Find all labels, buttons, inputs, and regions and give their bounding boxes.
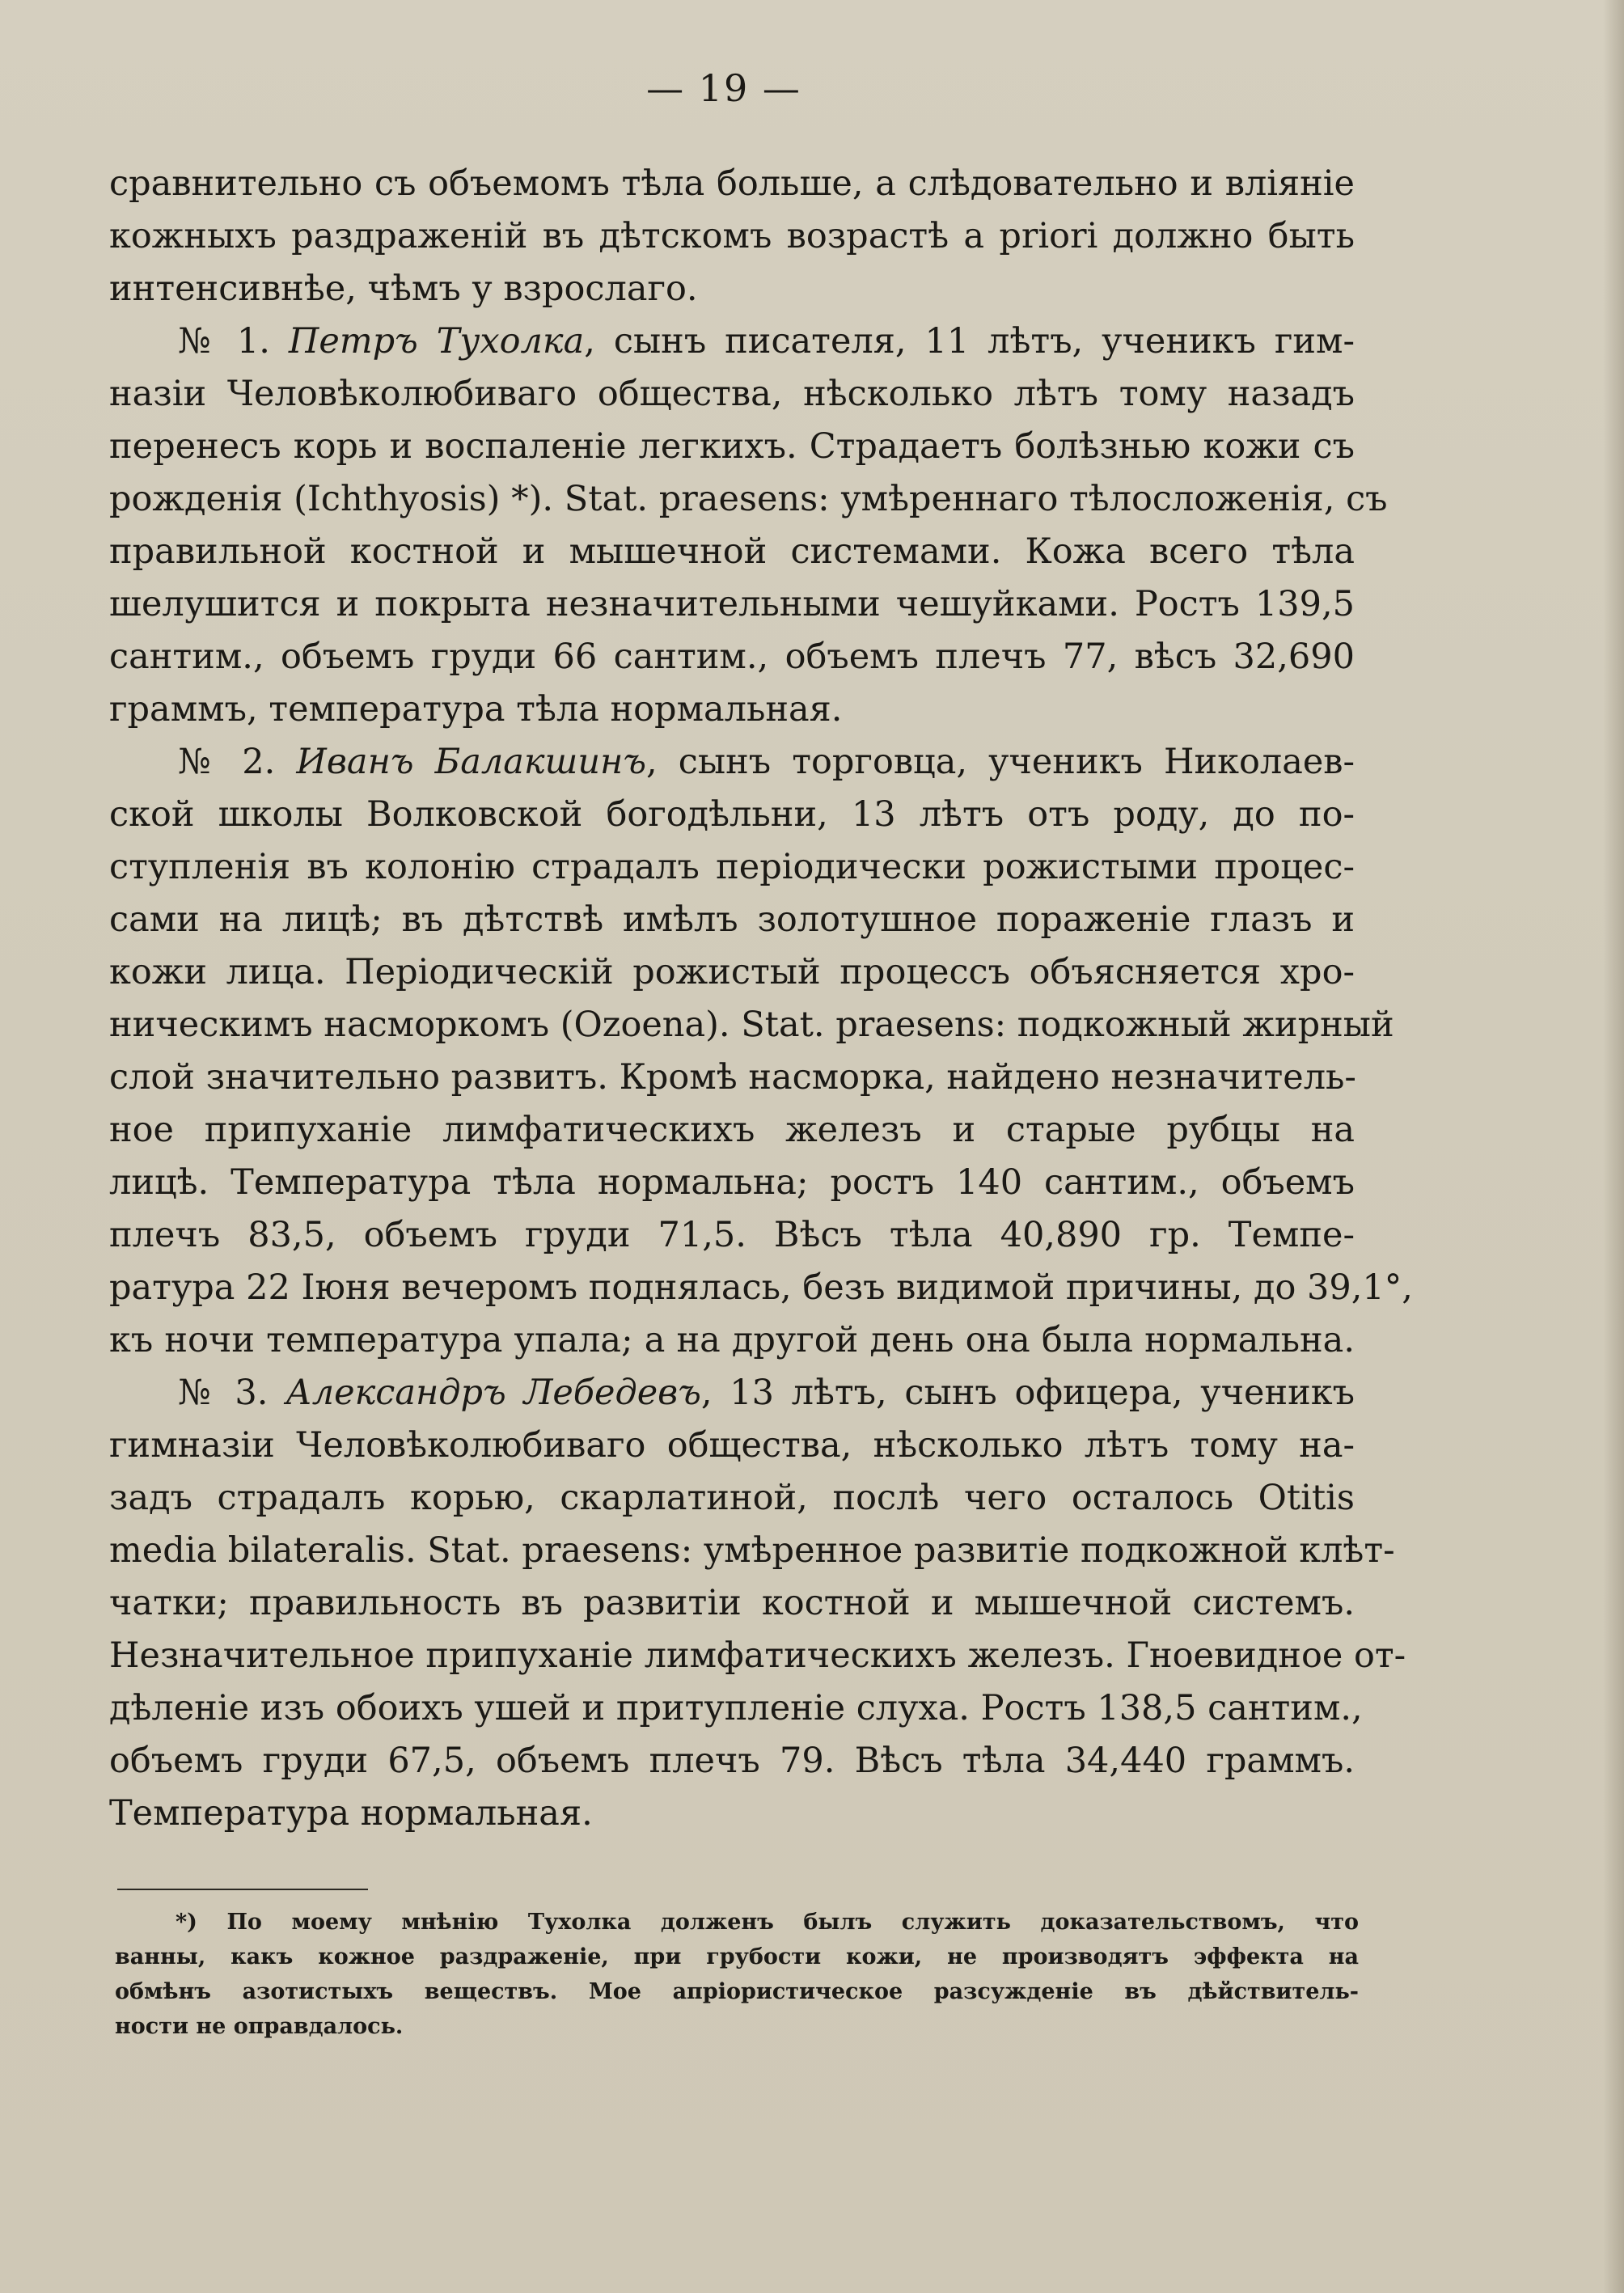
text-line: media bilateralis. Stat. praesens: умѣренное развитіе подкожной клѣт- (109, 1530, 1395, 1571)
text-line: ратура 22 Іюня вечеромъ поднялась, безъ видимой причины, до 39,1°, (109, 1267, 1413, 1308)
case-number: № 3. (178, 1373, 269, 1413)
text-line: интенсивнѣе, чѣмъ у взрослаго. (109, 269, 698, 309)
case-3-heading-line (109, 1367, 1355, 1419)
text-line: слой значительно развитъ. Кромѣ насморка, найдено незначитель- (109, 1057, 1356, 1098)
text-line: кожныхъ раздраженій въ дѣтскомъ возрастѣ a priori должно быть (109, 216, 1355, 256)
text-fragment: , 13 лѣтъ, сынъ офицера, ученикъ (700, 1373, 1355, 1413)
text-line: Незначительное припуханіе лимфатическихъ железъ. Гноевидное от- (109, 1635, 1406, 1676)
text-line: ническимъ насморкомъ (Ozoena). Stat. praesens: подкожный жирный (109, 1005, 1394, 1045)
patient-name: Иванъ Балакшинъ (296, 742, 647, 782)
text-fragment: , сынъ писателя, 11 лѣтъ, ученикъ гим- (584, 321, 1355, 362)
page-number: — 19 — (646, 66, 801, 110)
text-line: Температура нормальная. (109, 1793, 593, 1834)
text-line: рожденія (Ichthyosis) *). Stat. praesens: умѣреннаго тѣлосложенія, съ (109, 479, 1388, 519)
text-line: чатки; правильность въ развитіи костной и мышечной системъ. (109, 1583, 1355, 1623)
text-line: лицѣ. Температура тѣла нормальна; ростъ 140 сантим., объемъ (109, 1162, 1355, 1203)
text-line: задъ страдалъ корью, скарлатиной, послѣ чего осталось Otitis (109, 1478, 1355, 1518)
text-line: граммъ, температура тѣла нормальная. (109, 689, 843, 730)
case-1-heading-line (109, 315, 1355, 368)
page-edge-shadow (1603, 0, 1624, 2293)
footnote-line: обмѣнъ азотистыхъ веществъ. Мое апріористическое разсужденіе въ дѣйствитель- (115, 1979, 1359, 2004)
patient-name: Петръ Тухолка (288, 321, 585, 362)
text-line: кожи лица. Періодическій рожистый процессъ объясняется хро- (109, 952, 1355, 992)
text-line: къ ночи температура упала; а на другой день она была нормальна. (109, 1320, 1355, 1360)
footnote-separator (117, 1889, 368, 1890)
text-line: плечъ 83,5, объемъ груди 71,5. Вѣсъ тѣла 40,890 гр. Темпе- (109, 1215, 1355, 1255)
text-line: сравнительно съ объемомъ тѣла больше, а слѣдовательно и вліяніе (109, 163, 1355, 204)
main-text (109, 158, 1413, 1840)
case-2-heading-line (109, 736, 1355, 789)
text-line: ное припуханіе лимфатическихъ железъ и старые рубцы на (109, 1110, 1355, 1150)
text-line: ступленія въ колонію страдалъ періодически рожистыми процес- (109, 847, 1355, 887)
text-line: дѣленіе изъ обоихъ ушей и притупленіе слуха. Ростъ 138,5 сантим., (109, 1688, 1363, 1728)
patient-name: Александръ Лебедевъ (285, 1373, 701, 1413)
text-line: правильной костной и мышечной системами. Кожа всего тѣла (109, 531, 1355, 572)
footnote (115, 1905, 1359, 2044)
text-line: ской школы Волковской богодѣльни, 13 лѣтъ отъ роду, до по- (109, 794, 1355, 835)
text-line: объемъ груди 67,5, объемъ плечъ 79. Вѣсъ тѣла 34,440 граммъ. (109, 1741, 1355, 1781)
case-number: № 2. (178, 742, 276, 782)
text-line: шелушится и покрыта незначительными чешуйками. Ростъ 139,5 (109, 584, 1355, 624)
text-line: назіи Человѣколюбиваго общества, нѣсколько лѣтъ тому назадъ (109, 374, 1355, 414)
case-number: № 1. (178, 321, 270, 362)
text-line: сантим., объемъ груди 66 сантим., объемъ плечъ 77, вѣсъ 32,690 (109, 637, 1355, 677)
footnote-line: *) По моему мнѣнію Тухолка долженъ былъ служить доказательствомъ, что (176, 1910, 1359, 1935)
footnote-line: ности не оправдалось. (115, 2014, 404, 2039)
footnote-line: ванны, какъ кожное раздраженіе, при грубости кожи, не производятъ эффекта на (115, 1944, 1359, 1969)
text-fragment: , сынъ торговца, ученикъ Николаев- (646, 742, 1355, 782)
text-line: гимназіи Человѣколюбиваго общества, нѣсколько лѣтъ тому на- (109, 1425, 1355, 1466)
text-line: сами на лицѣ; въ дѣтствѣ имѣлъ золотушное пораженіе глазъ и (109, 899, 1355, 940)
text-line: перенесъ корь и воспаленіе легкихъ. Страдаетъ болѣзнью кожи съ (109, 426, 1355, 467)
